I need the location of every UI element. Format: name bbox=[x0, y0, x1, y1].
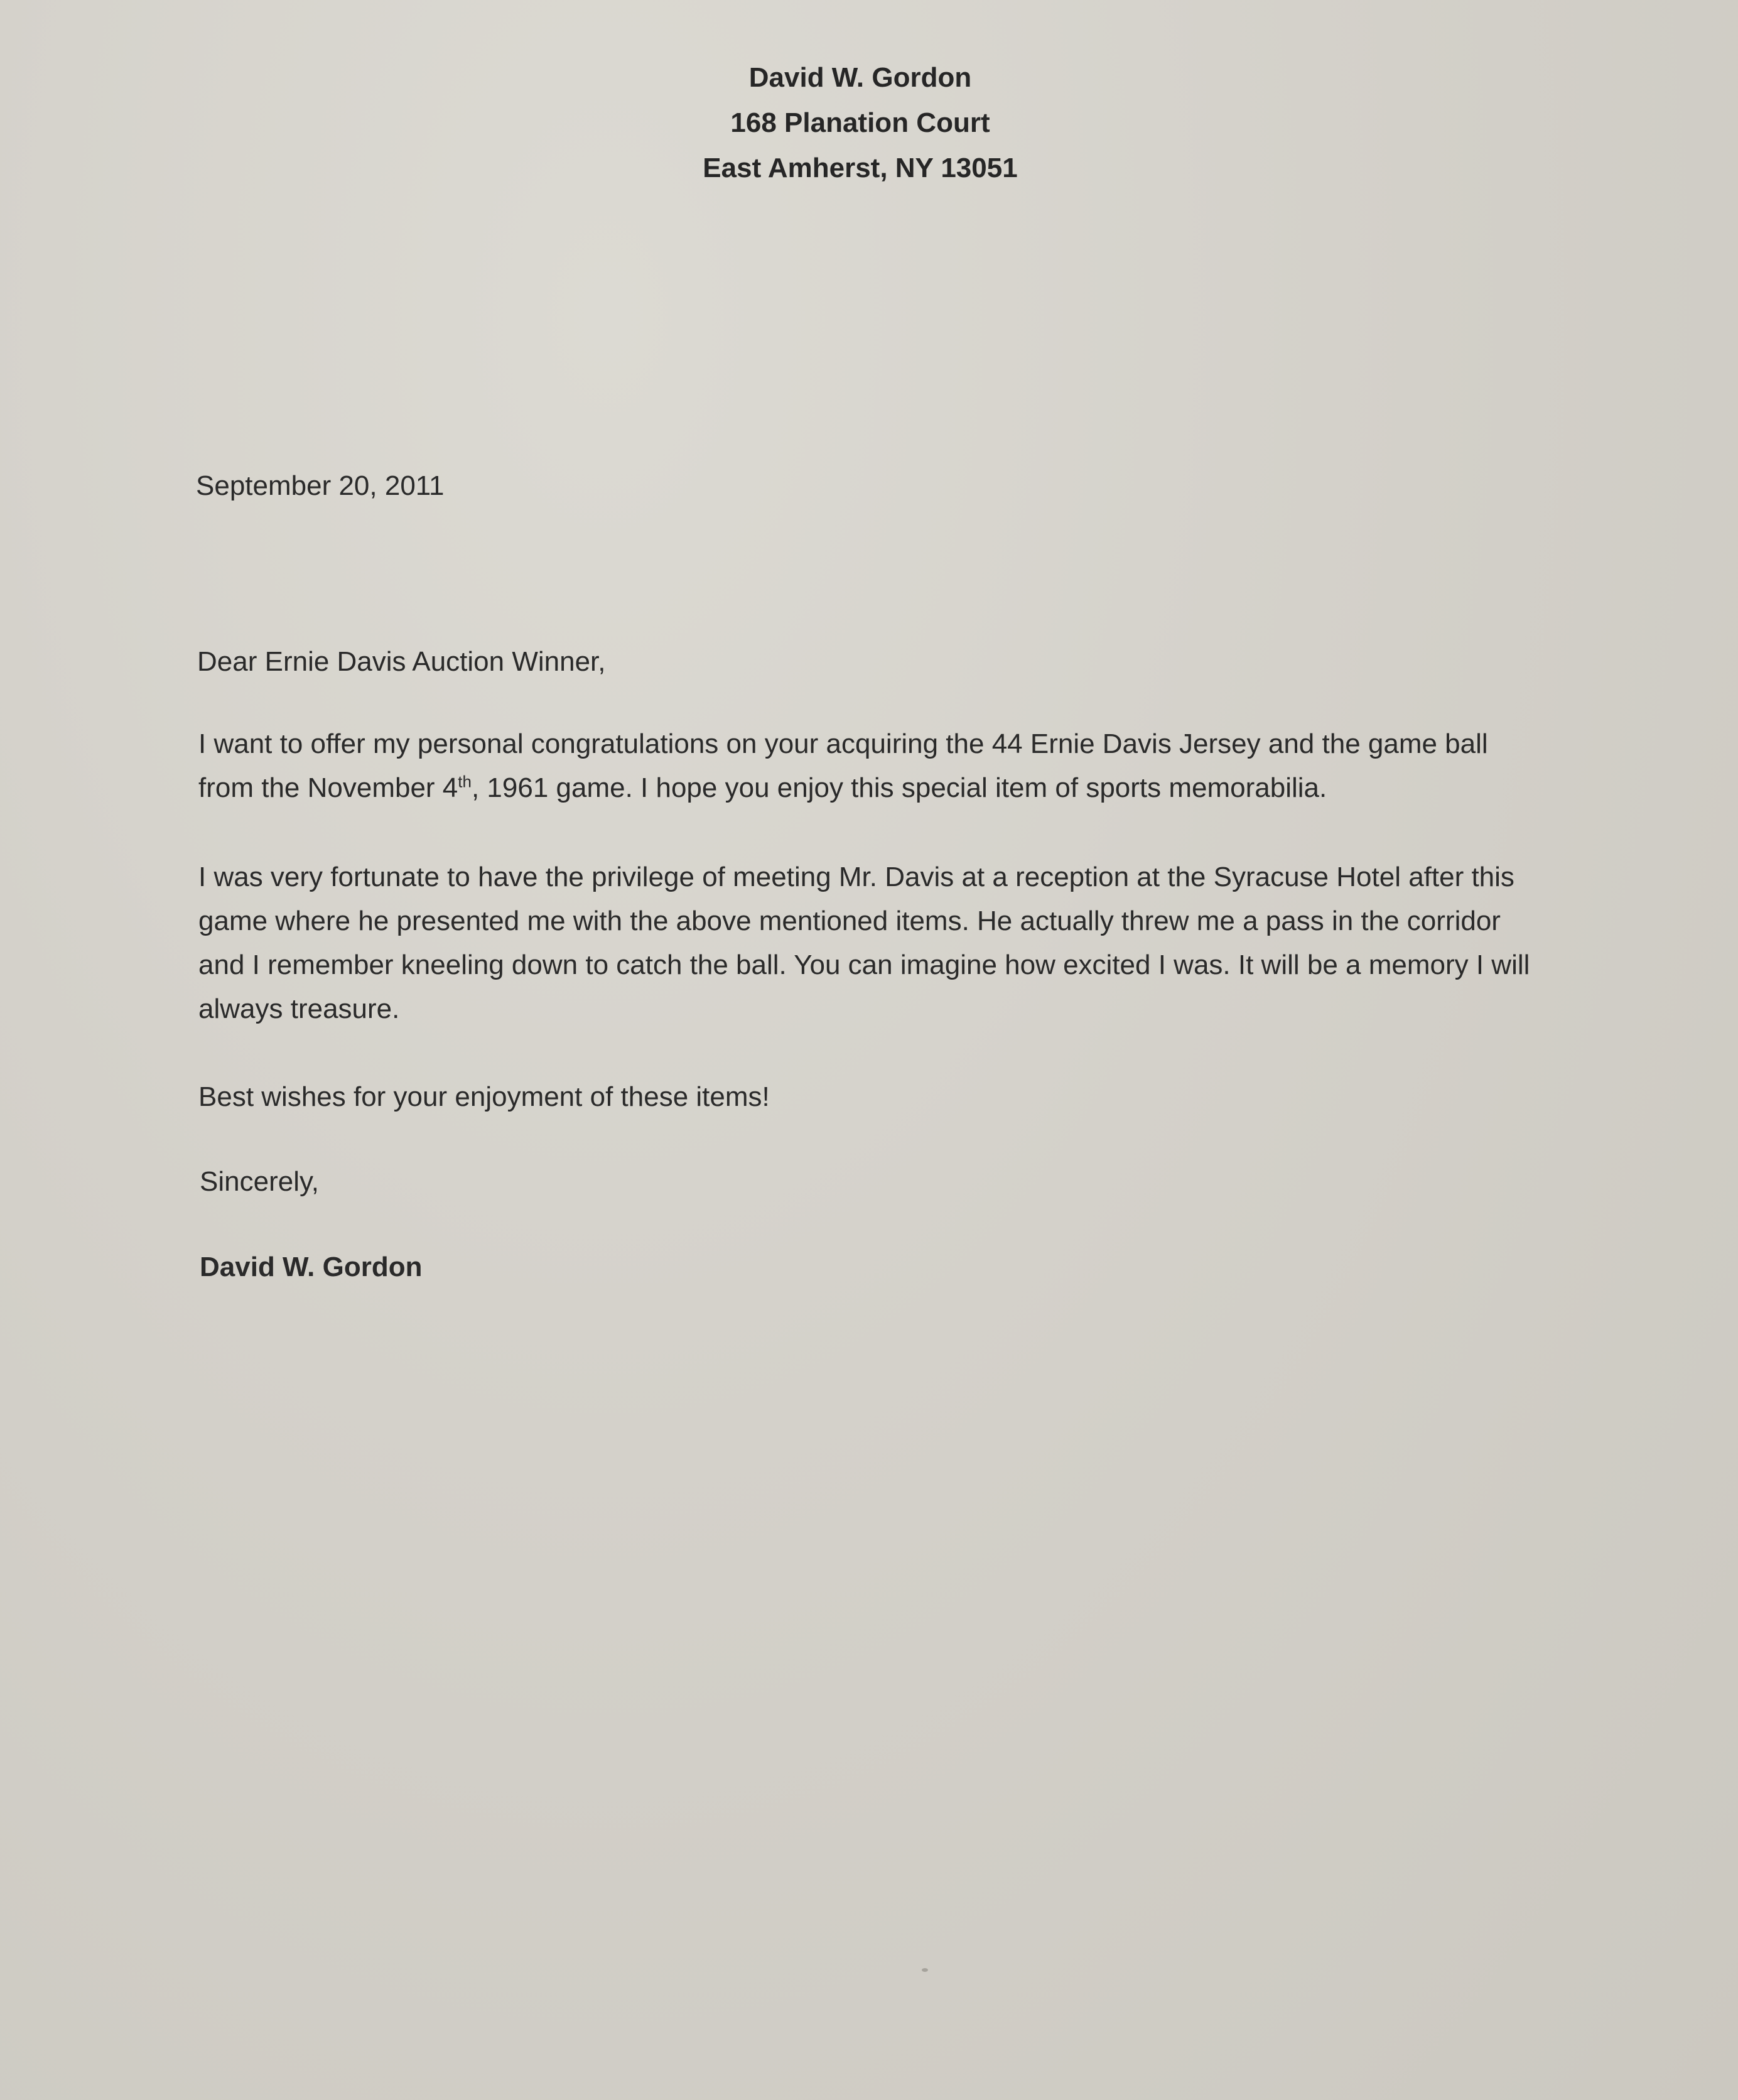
salutation: Dear Ernie Davis Auction Winner, bbox=[197, 646, 606, 677]
paragraph-congratulations-text-end: , 1961 game. I hope you enjoy this special item of sports memorabilia. bbox=[471, 772, 1327, 803]
paragraph-congratulations bbox=[198, 722, 1548, 810]
paragraph-story: I was very fortunate to have the privilege of meeting Mr. Davis at a reception at the Syracuse Hotel after this game where he presented me with the above mentioned items. He actually threw me a pass in the corridor and I remember kneeling down to catch the ball. You can imagine how excited I was. It will be a memory I will always treasure. bbox=[198, 862, 1530, 1024]
paper-speck bbox=[922, 1968, 928, 1972]
closing: Sincerely, bbox=[200, 1166, 319, 1197]
sender-street: 168 Planation Court bbox=[730, 107, 990, 138]
letter-date: September 20, 2011 bbox=[196, 470, 445, 501]
sender-city: East Amherst, NY 13051 bbox=[703, 153, 1018, 183]
paragraph-congratulations-text: I want to offer my personal congratulations on your acquiring the 44 Ernie Davis Jersey and the game ball from the November 4 bbox=[198, 728, 1488, 803]
sender-name: David W. Gordon bbox=[748, 62, 972, 93]
signature-name: David W. Gordon bbox=[200, 1252, 423, 1282]
ordinal-suffix: th bbox=[458, 772, 472, 791]
paragraph-best-wishes: Best wishes for your enjoyment of these items! bbox=[198, 1081, 770, 1112]
letterhead bbox=[0, 55, 1720, 191]
